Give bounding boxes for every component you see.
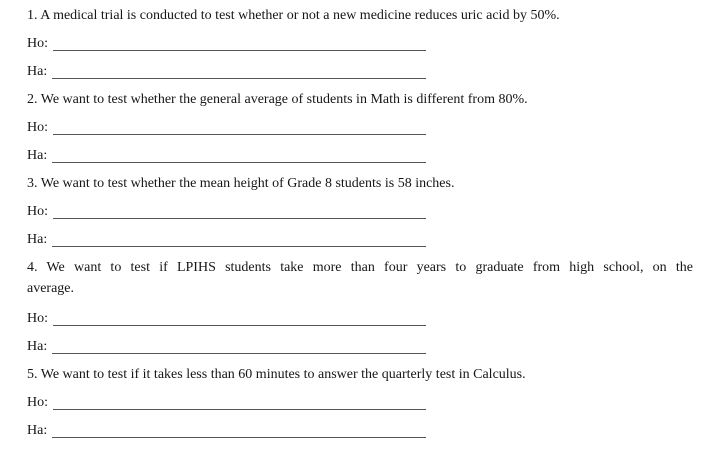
ha-label: Ha:: [27, 232, 48, 247]
question-5-text: 5. We want to test if it takes less than 60 minutes to answer the quarterly test in Calculus.: [27, 367, 526, 382]
question-2-ho-row: [27, 117, 426, 138]
ha-label: Ha:: [27, 339, 48, 354]
ho-label: Ho:: [27, 395, 48, 410]
question-4-text-line-2: average.: [27, 281, 75, 296]
ho-label: Ho:: [27, 311, 48, 326]
question-1-ho-answer-blank: [53, 33, 426, 51]
question-4-ha-row: [27, 336, 426, 357]
ha-label: Ha:: [27, 148, 48, 163]
question-1-ho-row: [27, 33, 426, 54]
question-3-ho-row: [27, 201, 426, 222]
question-5-ha-row: [27, 420, 426, 441]
question-5-ho-row: [27, 392, 426, 413]
ha-label: Ha:: [27, 423, 48, 438]
question-3-text: 3. We want to test whether the mean height of Grade 8 students is 58 inches.: [27, 176, 455, 191]
question-2-text: 2. We want to test whether the general average of students in Math is different from 80%.: [27, 92, 528, 107]
question-3-ho-answer-blank: [53, 201, 426, 219]
question-4-ha-answer-blank: [52, 336, 426, 354]
ha-label: Ha:: [27, 64, 48, 79]
question-4-text-line-1: 4. We want to test if LPIHS students take more than four years to graduate from high school, on the: [27, 260, 693, 275]
ho-label: Ho:: [27, 36, 48, 51]
question-5-ho-answer-blank: [53, 392, 426, 410]
ho-label: Ho:: [27, 204, 48, 219]
question-4-ho-answer-blank: [53, 308, 426, 326]
question-1-text: 1. A medical trial is conducted to test whether or not a new medicine reduces uric acid by 50%.: [27, 8, 560, 23]
question-5-ha-answer-blank: [52, 420, 426, 438]
question-3-ha-row: [27, 229, 426, 250]
question-1-ha-row: [27, 61, 426, 82]
question-2-ha-answer-blank: [52, 145, 426, 163]
question-2-ho-answer-blank: [53, 117, 426, 135]
question-3-ha-answer-blank: [52, 229, 426, 247]
question-1-ha-answer-blank: [52, 61, 426, 79]
ho-label: Ho:: [27, 120, 48, 135]
question-4-ho-row: [27, 308, 426, 329]
question-2-ha-row: [27, 145, 426, 166]
